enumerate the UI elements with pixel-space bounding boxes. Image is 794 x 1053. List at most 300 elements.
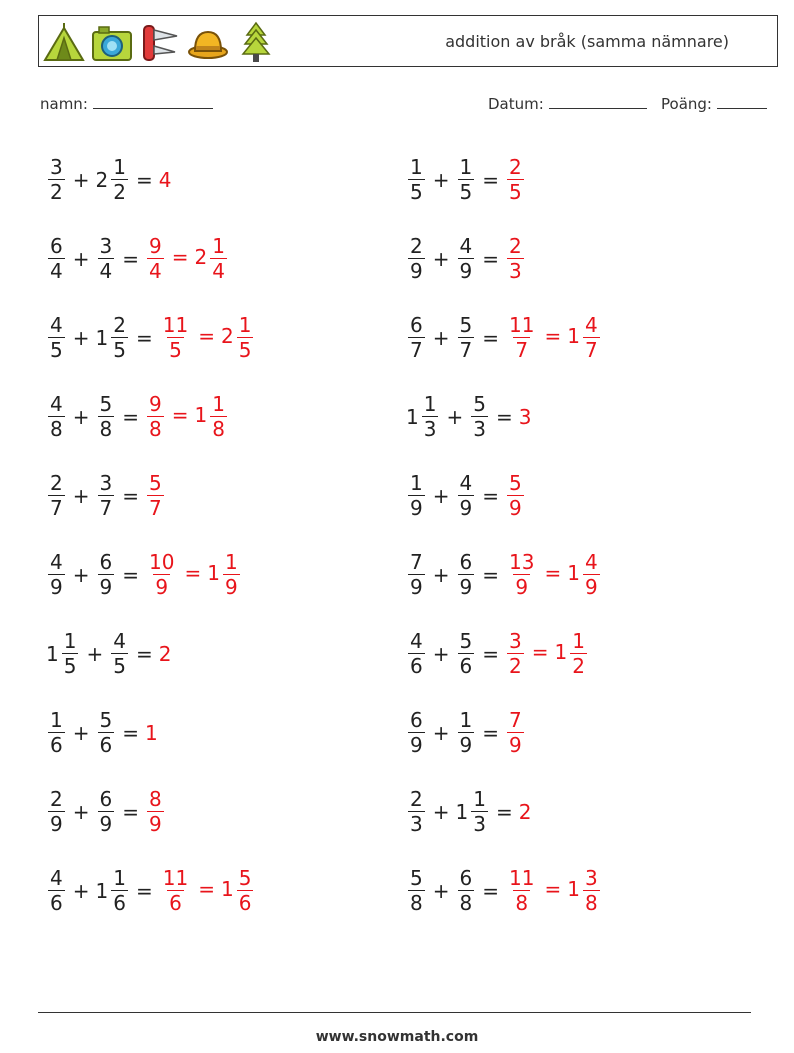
- denominator: 3: [473, 812, 486, 836]
- denominator: 9: [149, 812, 162, 836]
- fraction: [98, 394, 115, 439]
- numerator: 11: [162, 866, 189, 890]
- equals-sign: =: [135, 325, 153, 350]
- equals-sign: =: [544, 324, 562, 348]
- denominator: 8: [459, 891, 473, 915]
- denominator: 6: [50, 891, 63, 915]
- equals-sign: =: [122, 799, 139, 824]
- answer: [519, 800, 533, 824]
- problem-row: [46, 298, 255, 377]
- fraction: [458, 315, 475, 360]
- problem-row: [406, 377, 602, 456]
- answer: [505, 552, 602, 597]
- answer-fraction: [507, 157, 524, 202]
- fraction: [98, 473, 115, 518]
- equals-sign: =: [482, 246, 499, 271]
- denominator: 9: [99, 812, 113, 836]
- denominator: 3: [423, 417, 437, 441]
- answer: [159, 868, 256, 913]
- numerator: 6: [410, 313, 423, 337]
- problem-row: [46, 377, 255, 456]
- fraction: [111, 631, 128, 676]
- fraction: [458, 157, 475, 202]
- numerator: 2: [509, 155, 522, 179]
- denominator: 9: [584, 575, 598, 599]
- numerator: 5: [149, 471, 162, 495]
- answer-fraction: [507, 236, 524, 281]
- denominator: 6: [50, 733, 63, 757]
- denominator: 6: [238, 891, 252, 915]
- camera-icon: [91, 20, 133, 64]
- numerator: 4: [50, 866, 63, 890]
- numerator: 1: [212, 392, 225, 416]
- fraction: [408, 157, 425, 202]
- answer: [505, 236, 526, 281]
- fraction: [458, 552, 475, 597]
- answer: [145, 789, 166, 834]
- numerator: 6: [459, 550, 473, 574]
- problem-row: [46, 219, 255, 298]
- plus-sign: +: [72, 799, 90, 824]
- pocket-knife-icon: [139, 20, 181, 64]
- plus-sign: +: [432, 878, 450, 903]
- numerator: 5: [459, 629, 473, 653]
- footer-divider: [38, 1012, 751, 1013]
- score-line: [717, 94, 767, 109]
- answer-fraction: [223, 552, 240, 597]
- answer-fraction: [147, 552, 176, 597]
- plus-sign: +: [72, 246, 90, 271]
- equals-sign: =: [122, 562, 139, 587]
- numerator: 2: [113, 313, 126, 337]
- answer: [159, 642, 173, 666]
- numerator: 4: [410, 629, 423, 653]
- answer: [145, 236, 229, 281]
- answer-fraction: [583, 315, 600, 360]
- denominator: 6: [99, 733, 113, 757]
- denominator: 9: [509, 733, 522, 757]
- numerator: 7: [509, 708, 522, 732]
- fraction: [111, 315, 128, 360]
- denominator: 9: [410, 259, 423, 283]
- answer-fraction: [210, 394, 227, 439]
- answer-fraction: [147, 236, 164, 281]
- denominator: 5: [459, 180, 473, 204]
- problem-row: [406, 219, 602, 298]
- problem-row: [46, 693, 255, 772]
- numerator: 10: [149, 550, 175, 574]
- numerator: 4: [459, 471, 473, 495]
- problem-row: [406, 456, 602, 535]
- fraction: [471, 789, 488, 834]
- numerator: 4: [584, 313, 598, 337]
- plus-sign: +: [72, 483, 90, 508]
- equals-sign: =: [122, 246, 139, 271]
- numerator: 11: [509, 313, 535, 337]
- answer: [159, 168, 173, 192]
- plus-sign: +: [72, 167, 90, 192]
- whole-part: 2: [220, 324, 234, 348]
- fraction: [471, 394, 488, 439]
- denominator: 2: [113, 180, 126, 204]
- equals-sign: =: [135, 167, 153, 192]
- problem-row: [46, 535, 255, 614]
- denominator: 8: [212, 417, 225, 441]
- denominator: 4: [149, 259, 162, 283]
- fraction: [408, 315, 425, 360]
- problem-row: [406, 298, 602, 377]
- denominator: 9: [515, 575, 529, 599]
- fraction: [48, 394, 65, 439]
- fraction: [111, 868, 128, 913]
- fraction: [48, 315, 65, 360]
- numerator: 1: [410, 471, 423, 495]
- equals-sign: =: [482, 167, 499, 192]
- problem-row: [406, 535, 602, 614]
- denominator: 5: [113, 654, 126, 678]
- denominator: 3: [509, 259, 522, 283]
- fraction: [408, 552, 425, 597]
- denominator: 7: [99, 496, 113, 520]
- denominator: 7: [410, 338, 423, 362]
- denominator: 9: [50, 575, 63, 599]
- denominator: 4: [50, 259, 63, 283]
- numerator: 1: [113, 866, 126, 890]
- denominator: 9: [99, 575, 113, 599]
- score-field: [661, 94, 767, 113]
- equals-sign: =: [198, 324, 215, 348]
- denominator: 9: [410, 496, 423, 520]
- numerator: 3: [99, 471, 113, 495]
- worksheet-title: addition av bråk (samma nämnare): [445, 32, 729, 51]
- whole-part: 1: [95, 325, 109, 350]
- denominator: 2: [50, 180, 63, 204]
- answer-whole: 1: [145, 720, 158, 745]
- fraction: [98, 236, 115, 281]
- numerator: 8: [149, 787, 162, 811]
- numerator: 6: [50, 234, 63, 258]
- fraction: [458, 710, 475, 755]
- date-line: [549, 94, 647, 109]
- fraction: [48, 236, 65, 281]
- numerator: 5: [473, 392, 486, 416]
- whole-part: 1: [95, 878, 109, 903]
- denominator: 6: [169, 891, 182, 915]
- answer: [145, 473, 166, 518]
- fraction: [458, 473, 475, 518]
- answer-fraction: [570, 631, 587, 676]
- score-label: Poäng:: [661, 95, 712, 113]
- denominator: 5: [169, 338, 182, 362]
- equals-sign: =: [171, 403, 189, 427]
- fraction: [408, 789, 425, 834]
- problem-row: [46, 772, 255, 851]
- numerator: 1: [459, 155, 473, 179]
- whole-part: 1: [207, 561, 220, 585]
- numerator: 11: [509, 866, 535, 890]
- numerator: 4: [50, 550, 63, 574]
- answer-whole: 2: [158, 641, 172, 666]
- numerator: 1: [410, 155, 423, 179]
- numerator: 2: [509, 234, 522, 258]
- numerator: 2: [410, 787, 423, 811]
- denominator: 3: [473, 417, 486, 441]
- numerator: 5: [509, 471, 522, 495]
- problem-row: [46, 456, 255, 535]
- denominator: 9: [50, 812, 63, 836]
- tent-icon: [43, 20, 85, 64]
- denominator: 5: [63, 654, 77, 678]
- whole-part: 1: [194, 403, 208, 427]
- fraction: [458, 236, 475, 281]
- numerator: 6: [410, 708, 423, 732]
- name-line: [93, 94, 213, 109]
- denominator: 6: [113, 891, 126, 915]
- date-label: Datum:: [488, 95, 544, 113]
- equals-sign: =: [482, 562, 499, 587]
- numerator: 1: [113, 155, 126, 179]
- numerator: 1: [473, 787, 486, 811]
- fraction: [48, 473, 65, 518]
- fraction: [458, 868, 475, 913]
- denominator: 4: [99, 259, 113, 283]
- denominator: 9: [224, 575, 238, 599]
- denominator: 2: [572, 654, 585, 678]
- numerator: 1: [572, 629, 585, 653]
- numerator: 1: [212, 234, 225, 258]
- numerator: 5: [238, 866, 252, 890]
- whole-part: 1: [567, 877, 580, 901]
- answer-fraction: [507, 552, 536, 597]
- answer-fraction: [161, 868, 190, 913]
- whole-part: 1: [554, 640, 568, 664]
- plus-sign: +: [72, 720, 90, 745]
- answer: [145, 721, 159, 745]
- equals-sign: =: [482, 878, 499, 903]
- plus-sign: +: [432, 483, 450, 508]
- plus-sign: +: [446, 404, 464, 429]
- plus-sign: +: [432, 562, 450, 587]
- whole-part: 1: [567, 561, 580, 585]
- equals-sign: =: [198, 877, 215, 901]
- equals-sign: =: [135, 641, 153, 666]
- answer-fraction: [507, 473, 524, 518]
- answer-whole: 3: [518, 404, 532, 429]
- problem-row: [46, 140, 255, 219]
- plus-sign: +: [72, 562, 90, 587]
- equals-sign: =: [184, 561, 202, 585]
- answer: [505, 315, 602, 360]
- denominator: 8: [50, 417, 63, 441]
- header-icons: [43, 20, 277, 64]
- problem-row: [406, 851, 602, 930]
- numerator: 1: [459, 708, 473, 732]
- equals-sign: =: [122, 404, 139, 429]
- numerator: 6: [99, 550, 113, 574]
- numerator: 1: [423, 392, 437, 416]
- denominator: 6: [459, 654, 473, 678]
- equals-sign: =: [122, 483, 139, 508]
- fraction: [48, 552, 65, 597]
- denominator: 8: [410, 891, 423, 915]
- denominator: 7: [149, 496, 162, 520]
- problem-row: [46, 851, 255, 930]
- equals-sign: =: [495, 404, 513, 429]
- answer-fraction: [147, 789, 164, 834]
- fraction: [408, 868, 425, 913]
- denominator: 5: [410, 180, 423, 204]
- numerator: 1: [50, 708, 63, 732]
- fraction: [98, 552, 115, 597]
- denominator: 8: [149, 417, 162, 441]
- fraction: [62, 631, 79, 676]
- equals-sign: =: [122, 720, 139, 745]
- denominator: 9: [410, 733, 423, 757]
- answer: [159, 315, 256, 360]
- numerator: 9: [149, 234, 162, 258]
- answer-fraction: [583, 552, 600, 597]
- problem-row: [406, 772, 602, 851]
- numerator: 13: [509, 550, 535, 574]
- numerator: 3: [584, 866, 598, 890]
- denominator: 5: [50, 338, 63, 362]
- equals-sign: =: [482, 720, 499, 745]
- plus-sign: +: [432, 167, 450, 192]
- problem-row: [406, 693, 602, 772]
- fraction: [98, 789, 115, 834]
- numerator: 5: [410, 866, 423, 890]
- denominator: 9: [155, 575, 169, 599]
- hat-icon: [187, 20, 229, 64]
- fraction: [48, 789, 65, 834]
- equals-sign: =: [482, 483, 499, 508]
- numerator: 6: [459, 866, 473, 890]
- plus-sign: +: [432, 720, 450, 745]
- answer: [505, 631, 589, 676]
- numerator: 4: [50, 392, 63, 416]
- fraction: [458, 631, 475, 676]
- denominator: 8: [584, 891, 598, 915]
- fraction: [408, 473, 425, 518]
- numerator: 7: [410, 550, 423, 574]
- plus-sign: +: [432, 325, 450, 350]
- whole-part: 1: [567, 324, 580, 348]
- plus-sign: +: [432, 799, 450, 824]
- answer: [145, 394, 229, 439]
- answer: [505, 710, 526, 755]
- equals-sign: =: [135, 878, 153, 903]
- denominator: 9: [459, 496, 473, 520]
- numerator: 5: [99, 392, 113, 416]
- numerator: 2: [410, 234, 423, 258]
- numerator: 4: [50, 313, 63, 337]
- numerator: 3: [99, 234, 113, 258]
- numerator: 1: [63, 629, 77, 653]
- equals-sign: =: [482, 325, 499, 350]
- whole-part: 1: [46, 641, 59, 666]
- denominator: 5: [238, 338, 252, 362]
- denominator: 9: [459, 575, 473, 599]
- plus-sign: +: [432, 246, 450, 271]
- numerator: 6: [99, 787, 113, 811]
- equals-sign: =: [171, 245, 189, 269]
- denominator: 7: [459, 338, 473, 362]
- answer-fraction: [507, 868, 536, 913]
- denominator: 9: [509, 496, 522, 520]
- numerator: 3: [509, 629, 522, 653]
- answer-fraction: [147, 473, 164, 518]
- numerator: 1: [238, 313, 252, 337]
- answer-whole: 4: [158, 167, 172, 192]
- footer-url: www.snowmath.com: [315, 1029, 479, 1045]
- plus-sign: +: [72, 878, 90, 903]
- answer: [505, 473, 526, 518]
- answer-fraction: [147, 394, 164, 439]
- numerator: 4: [113, 629, 126, 653]
- problems-right-column: [406, 140, 602, 930]
- fraction: [408, 631, 425, 676]
- denominator: 7: [515, 338, 529, 362]
- numerator: 3: [50, 155, 63, 179]
- fraction: [408, 236, 425, 281]
- numerator: 4: [459, 234, 473, 258]
- answer-fraction: [507, 710, 524, 755]
- denominator: 4: [212, 259, 225, 283]
- answer-fraction: [237, 868, 254, 913]
- answer: [505, 157, 526, 202]
- denominator: 9: [410, 575, 423, 599]
- denominator: 7: [50, 496, 63, 520]
- answer: [505, 868, 602, 913]
- numerator: 4: [584, 550, 598, 574]
- answer-fraction: [507, 315, 536, 360]
- answer-fraction: [583, 868, 600, 913]
- whole-part: 2: [194, 245, 208, 269]
- name-field: [40, 94, 213, 113]
- denominator: 9: [459, 733, 473, 757]
- plus-sign: +: [86, 641, 104, 666]
- numerator: 5: [459, 313, 473, 337]
- whole-part: 1: [455, 799, 469, 824]
- whole-part: 1: [220, 877, 234, 901]
- problems-left-column: [46, 140, 255, 930]
- plus-sign: +: [72, 404, 90, 429]
- fraction: [98, 710, 115, 755]
- answer-whole: 2: [518, 799, 532, 824]
- equals-sign: =: [544, 561, 562, 585]
- answer-fraction: [161, 315, 190, 360]
- plus-sign: +: [432, 641, 450, 666]
- fraction: [111, 157, 128, 202]
- name-label: namn:: [40, 95, 88, 113]
- denominator: 8: [515, 891, 529, 915]
- problem-row: [46, 614, 255, 693]
- denominator: 9: [459, 259, 473, 283]
- date-field: [488, 94, 647, 113]
- denominator: 2: [509, 654, 522, 678]
- fraction: [422, 394, 439, 439]
- denominator: 6: [410, 654, 423, 678]
- whole-part: 2: [95, 167, 109, 192]
- answer-fraction: [237, 315, 254, 360]
- answer: [145, 552, 242, 597]
- denominator: 8: [99, 417, 113, 441]
- fraction: [48, 157, 65, 202]
- equals-sign: =: [531, 640, 549, 664]
- problem-row: [406, 140, 602, 219]
- answer-fraction: [507, 631, 524, 676]
- worksheet-header: [38, 15, 778, 67]
